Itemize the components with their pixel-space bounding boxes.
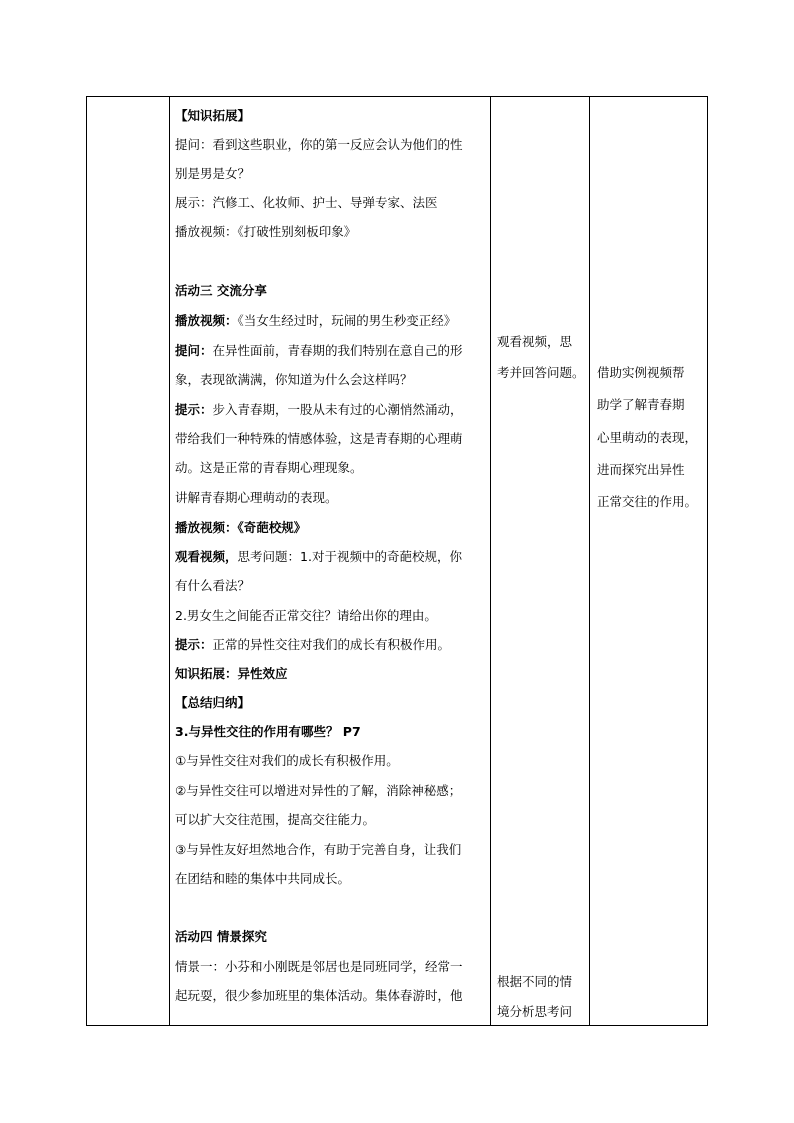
item1: ①与异性交往对我们的成长有积极作用。 <box>175 753 399 768</box>
hint2-text: 正常的异性交往对我们的成长有积极作用。 <box>212 637 451 652</box>
knowledge-ext2: 知识拓展：异性效应 <box>175 666 288 681</box>
watch-label: 观看视频， <box>175 549 238 564</box>
question2-line1 <box>175 343 463 359</box>
item3-line1: ③与异性友好坦然地合作，有助于完善自身，让我们 <box>175 842 462 857</box>
question2-line2: 象，表现欲满满，你知道为什么会这样吗？ <box>175 372 413 387</box>
video2-label: 播放视频： <box>175 313 238 328</box>
video2-line <box>175 313 456 329</box>
question2-text1: 在异性面前，青春期的我们特别在意自己的形 <box>212 343 463 358</box>
hint1-line2: 带给我们一种特殊的情感体验，这是青春期的心理萌 <box>175 431 463 446</box>
hint1-label: 提示： <box>175 402 213 417</box>
explain-line: 讲解青春期心理萌动的表现。 <box>175 490 338 505</box>
point3-title: 3.与异性交往的作用有哪些？ P7 <box>175 724 361 739</box>
knowledge-ext-header: 【知识拓展】 <box>175 108 251 123</box>
student-text2-line1: 根据不同的情 <box>497 974 573 989</box>
hint1-text1: 步入青春期，一股从未有过的心潮悄然涌动， <box>212 402 463 417</box>
item3-line2: 在团结和睦的集体中共同成长。 <box>175 871 351 886</box>
intent-line5: 正常交往的作用。 <box>597 494 698 509</box>
lesson-plan-table <box>86 96 708 1026</box>
intent-line2: 助学了解青春期 <box>597 397 685 412</box>
hint1-line1 <box>175 402 463 418</box>
video1: 播放视频：《打破性别刻板印象》 <box>175 224 357 239</box>
activity3-title: 活动三 交流分享 <box>175 283 267 298</box>
intent-line4: 进而探究出异性 <box>597 462 685 477</box>
activity4-title: 活动四 情景探究 <box>175 929 267 944</box>
item2-line2: 可以扩大交往范围，提高交往能力。 <box>175 812 376 827</box>
video2-title: 《当女生经过时，玩闹的男生秒变正经》 <box>237 313 457 328</box>
video3: 播放视频：《奇葩校规》 <box>175 520 307 535</box>
column-divider-2 <box>490 97 491 1025</box>
question1-line1: 提问：看到这些职业，你的第一反应会认为他们的性 <box>175 137 463 152</box>
intent-line1: 借助实例视频帮 <box>597 365 685 380</box>
show-list: 展示：汽修工、化妆师、护士、导弹专家、法医 <box>175 195 438 210</box>
student-text1-line2: 考并回答问题。 <box>497 365 585 380</box>
scene1-line2: 起玩耍，很少参加班里的集体活动。集体春游时，他 <box>175 988 463 1003</box>
watch-line1 <box>175 549 462 565</box>
item2-line1: ②与异性交往可以增进对异性的了解，消除神秘感； <box>175 783 462 798</box>
question-2: 2.男女生之间能否正常交往？请给出你的理由。 <box>175 608 437 623</box>
summary-header: 【总结归纳】 <box>175 695 251 710</box>
watch-line2: 有什么看法？ <box>175 578 251 593</box>
hint1-line3: 动。这是正常的青春期心理现象。 <box>175 460 363 475</box>
hint2-label: 提示： <box>175 637 213 652</box>
question1-line2: 别是男是女？ <box>175 166 251 181</box>
scene1-line1: 情景一：小芬和小刚既是邻居也是同班同学，经常一 <box>175 959 463 974</box>
hint2-line <box>175 637 450 653</box>
question2-label: 提问： <box>175 343 213 358</box>
student-text2-line2: 境分析思考问 <box>497 1004 573 1019</box>
intent-line3: 心里萌动的表现， <box>597 430 698 445</box>
column-divider-3 <box>589 97 590 1025</box>
student-text1-line1: 观看视频，思 <box>497 334 573 349</box>
column-divider-1 <box>169 97 170 1025</box>
watch-text: 思考问题：1.对于视频中的奇葩校规，你 <box>237 549 462 564</box>
